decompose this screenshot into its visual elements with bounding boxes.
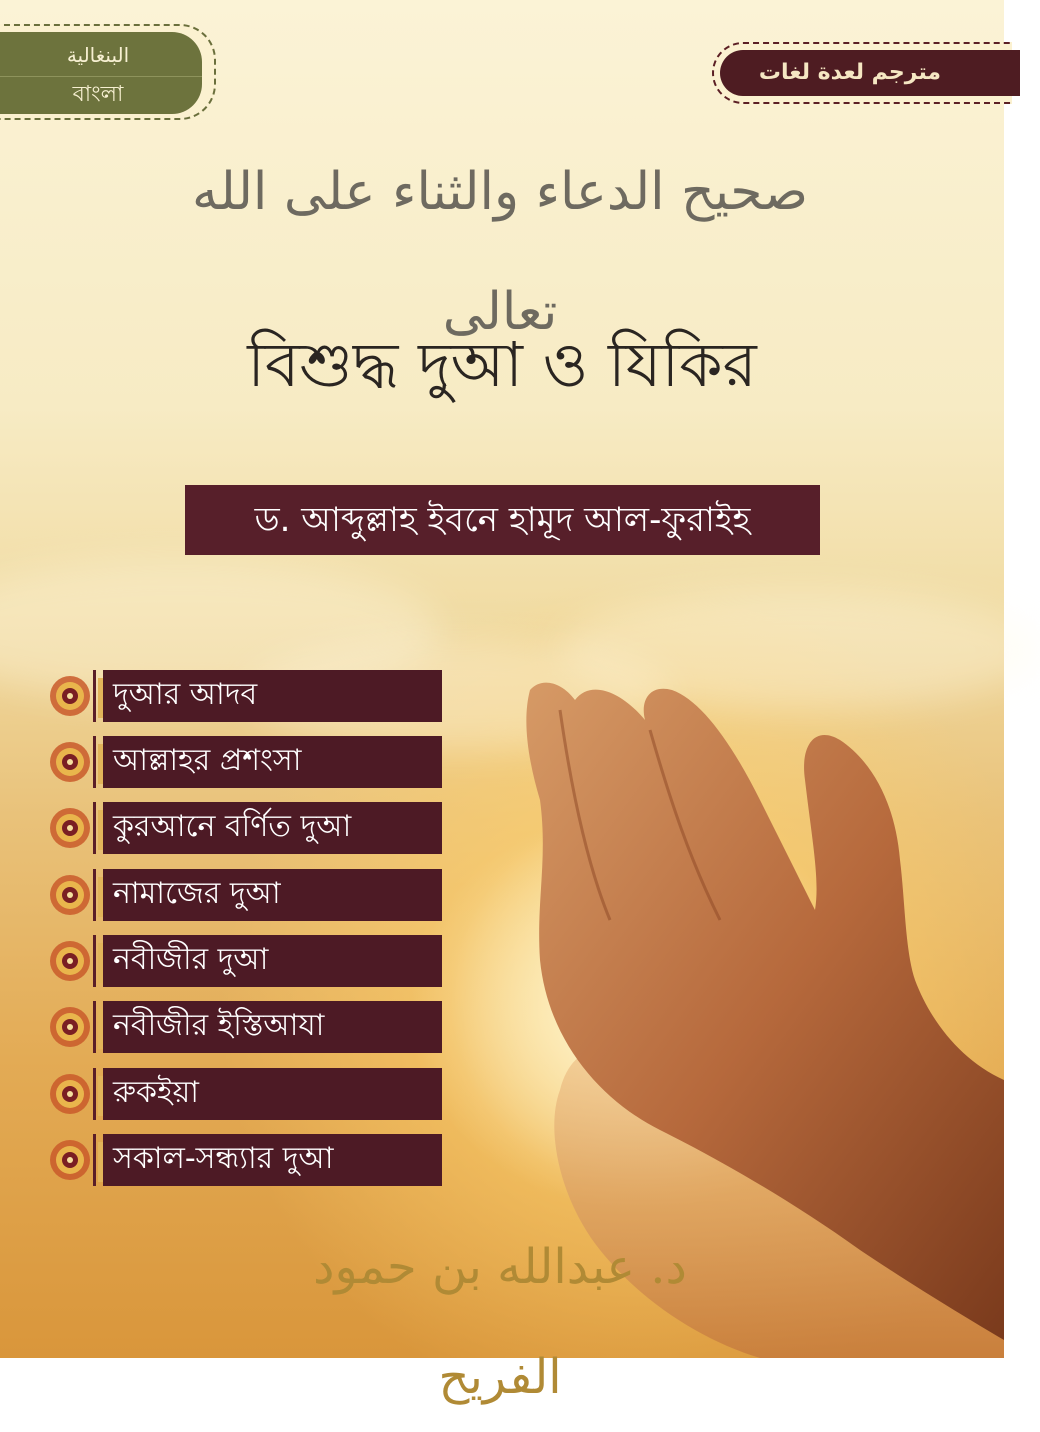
topic-item [44, 802, 444, 854]
topic-item [44, 670, 444, 722]
arabic-title: صحيح الدعاء والثناء على الله تعالى [191, 162, 809, 342]
divider [93, 1068, 96, 1120]
topic-label: কুরআনে বর্ণিত দুআ [103, 802, 442, 854]
flower-ornament-icon [44, 935, 98, 987]
topic-item [44, 869, 444, 921]
flower-ornament-icon [44, 802, 98, 854]
divider [93, 869, 96, 921]
flower-ornament-icon [44, 869, 98, 921]
flower-ornament-icon [44, 736, 98, 788]
topic-label: দুআর আদব [103, 670, 442, 722]
divider [93, 736, 96, 788]
language-badge [0, 24, 216, 120]
topic-item [44, 1001, 444, 1053]
language-bengali: বাংলা [72, 82, 124, 107]
topic-label: রুকইয়া [103, 1068, 442, 1120]
divider [93, 802, 96, 854]
topic-item [44, 736, 444, 788]
author-name-bengali: ড. আব্দুল্লাহ ইবনে হামূদ আল-ফুরাইহ [185, 485, 820, 555]
language-arabic: البنغالية [0, 32, 202, 77]
divider [93, 670, 96, 722]
topic-item [44, 1134, 444, 1186]
flower-ornament-icon [44, 1001, 98, 1053]
topic-label: সকাল-সন্ধ্যার দুআ [103, 1134, 442, 1186]
topic-item [44, 1068, 444, 1120]
topic-label: নবীজীর দুআ [103, 935, 442, 987]
language-badge-inner [0, 32, 202, 114]
bengali-title: বিশুদ্ধ দুআ ও যিকির [247, 328, 757, 401]
topic-label: নামাজের দুআ [103, 869, 442, 921]
divider [93, 1134, 96, 1186]
flower-ornament-icon [44, 670, 98, 722]
topic-item [44, 935, 444, 987]
author-name-arabic: د. عبدالله بن حمود الفريح [313, 1239, 687, 1405]
flower-ornament-icon [44, 1068, 98, 1120]
translated-badge [712, 42, 1012, 104]
topic-label: আল্লাহর প্রশংসা [103, 736, 442, 788]
divider [93, 1001, 96, 1053]
translated-badge-label: مترجم لعدة لغات [720, 50, 1020, 96]
divider [93, 935, 96, 987]
topic-label: নবীজীর ইস্তিআযা [103, 1001, 442, 1053]
flower-ornament-icon [44, 1134, 98, 1186]
